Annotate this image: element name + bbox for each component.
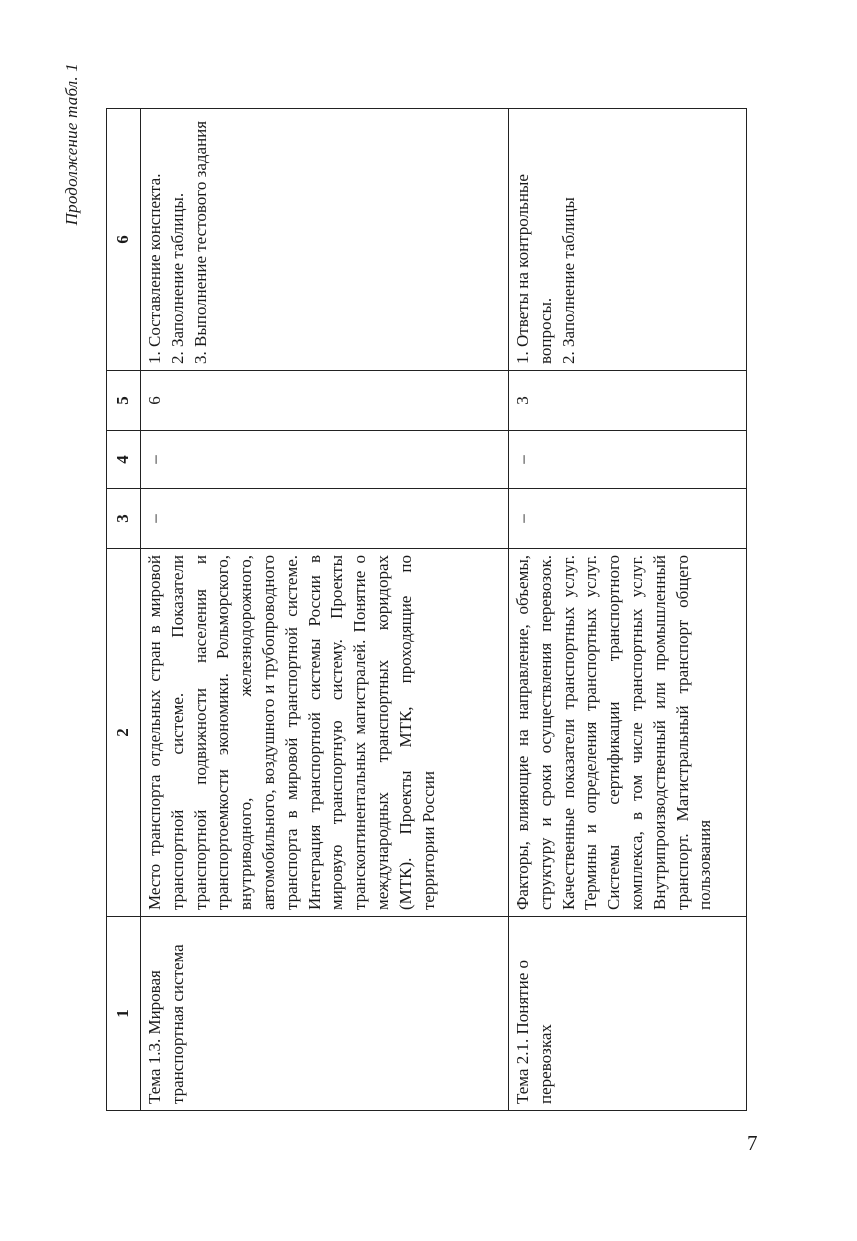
column-header-3: 3	[107, 489, 141, 549]
topic-cell: Тема 2.1. Понятие о перевозках	[509, 917, 747, 1111]
list-item: 3. Выполнение тестового задания	[190, 120, 210, 364]
activities-cell	[141, 109, 509, 371]
list-item: 1. Ответы на контрольные вопросы.	[513, 174, 555, 364]
hours-cell: 3	[509, 371, 747, 431]
column-header-1: 1	[107, 917, 141, 1111]
content-cell: Факторы, влияющие на направление, объемы, структуру и сроки осуществления перевозок. Качественные показатели транспортных услуг. Термины и определения транспортных услуг. Системы сертификации транспортного комплекса, в том числе транспортных услуг. Внутрипроизводственный или промышленный транспорт. Магистральный транспорт общего пользования	[509, 549, 747, 917]
list-item: 2. Заполнение таблицы.	[167, 192, 187, 364]
rotated-page-content	[40, 51, 797, 1111]
activities-cell	[509, 109, 747, 371]
activities-list	[512, 115, 580, 364]
column-header-4: 4	[107, 431, 141, 489]
hours-cell: 6	[141, 371, 509, 431]
table-header-row	[107, 109, 141, 1111]
curriculum-table	[106, 108, 747, 1111]
column-3-cell: –	[141, 489, 509, 549]
table-continuation-caption: Продолжение табл. 1	[62, 63, 81, 226]
column-3-cell: –	[509, 489, 747, 549]
column-4-cell: –	[141, 431, 509, 489]
activities-list	[144, 115, 212, 364]
page-number: 7	[747, 1131, 758, 1155]
list-item: 2. Заполнение таблицы	[558, 197, 578, 364]
column-header-2: 2	[107, 549, 141, 917]
topic-cell: Тема 1.3. Мировая транспортная система	[141, 917, 509, 1111]
table-row	[141, 109, 509, 1111]
list-item: 1. Составление конспекта.	[145, 173, 164, 364]
column-4-cell: –	[509, 431, 747, 489]
table-row	[509, 109, 747, 1111]
column-header-5: 5	[107, 371, 141, 431]
column-header-6: 6	[107, 109, 141, 371]
content-cell: Место транспорта отдельных стран в мировой транспортной системе. Показатели транспортной подвижности населения и транспортоемкости экономики. Рольморского, внутриводного, железнодорожного, автомобильного, воздушного и трубопроводного транспорта в мировой транспортной системе. Интеграция транспортной системы России в мировую транспортную систему. Проекты трансконтинентальных магистралей. Понятие о международных транспортных коридорах (МТК). Проекты МТК, проходящие по территории России	[141, 549, 509, 917]
